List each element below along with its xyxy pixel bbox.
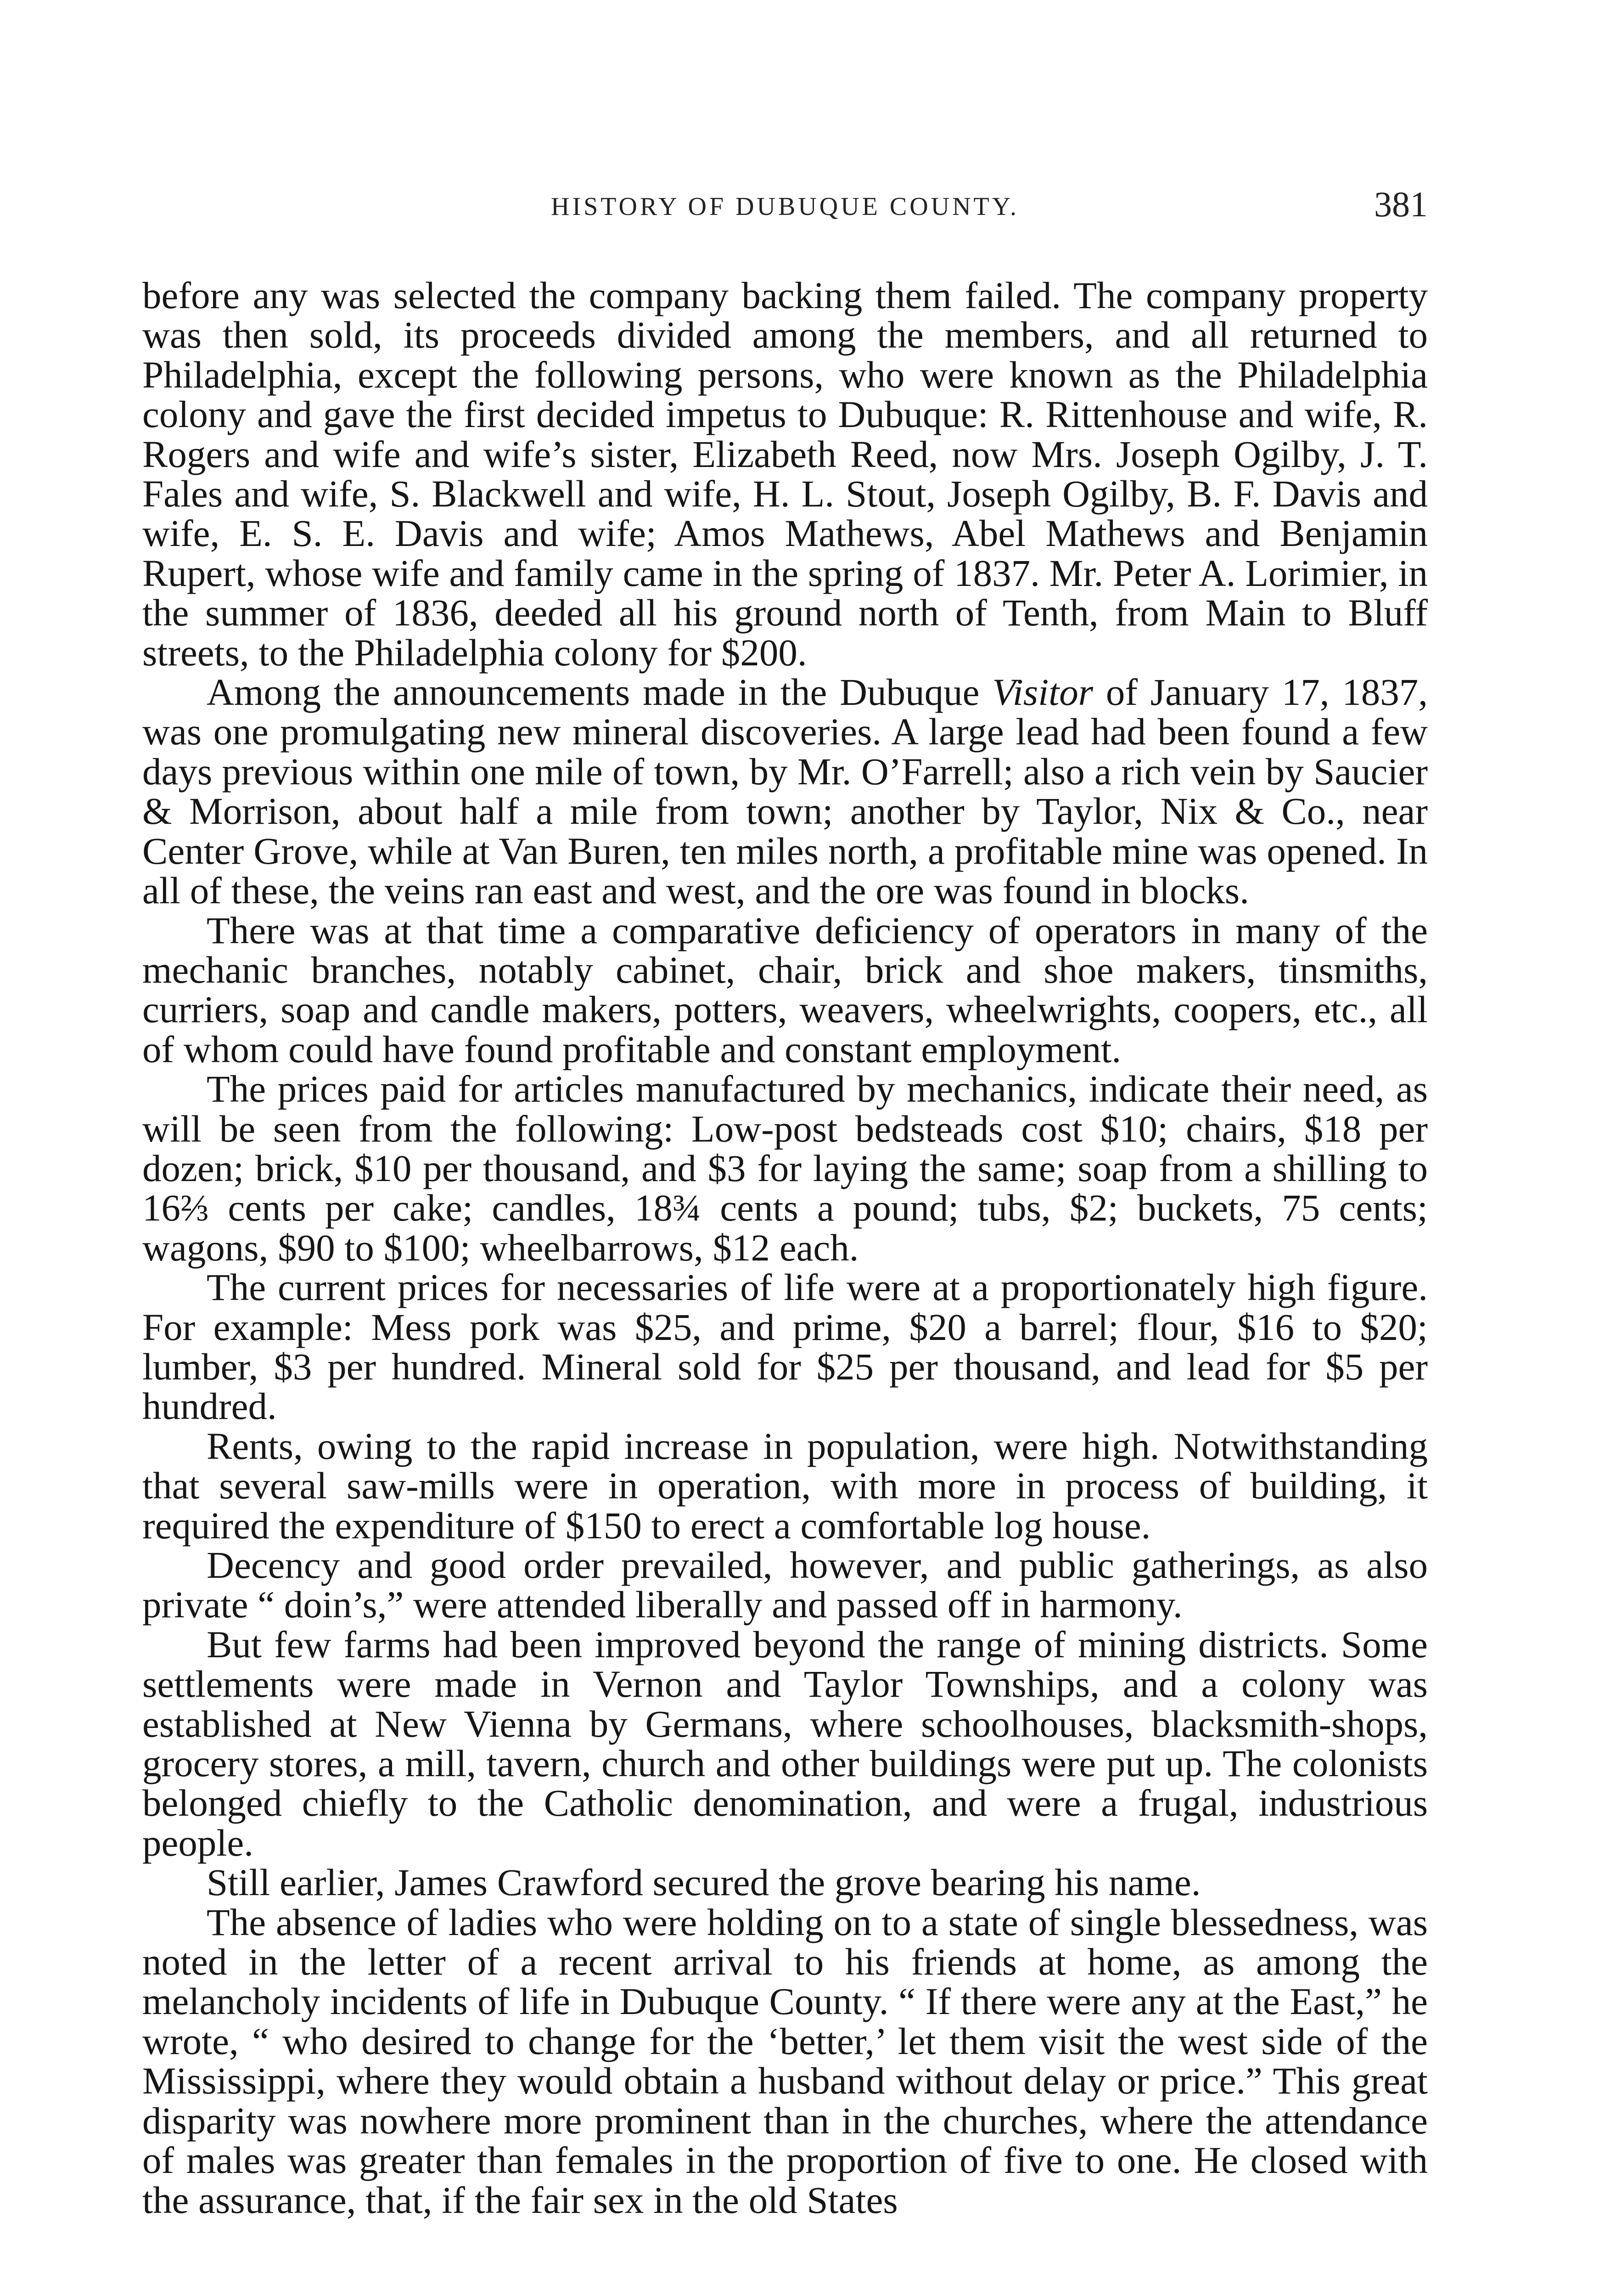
running-title: HISTORY OF DUBUQUE COUNTY. <box>551 192 1019 221</box>
book-page <box>142 184 1428 2220</box>
newspaper-title: Visitor <box>992 671 1094 714</box>
paragraph-absence-of-ladies: The absence of ladies who were holding on to a state of single blessedness, was noted in the letter of a recent arrival to his friends at home, as among the melancholy incidents of life in Dubuque County. “ If there were any at the East,” he wrote, “ who desired to change for the ‘better,’ let them visit the west side of the Mississippi, where they would obtain a husband without delay or price.” This great disparity was nowhere more prominent than in the churches, where the attendance of males was greater than females in the proportion of five to one. He closed with the assurance, that, if the fair sex in the old States <box>142 1901 1428 2221</box>
paragraph-crawford: Still earlier, James Crawford secured the grove bearing his name. <box>207 1861 1201 1904</box>
paragraph-text: Among the announcements made in the Dubuque <box>207 671 993 714</box>
paragraph-manufactured-prices: The prices paid for articles manufactured by mechanics, indicate their need, as will be seen from the following: Low-post bedsteads cost $10; chairs, $18 per dozen; brick, $10 per thousand, and $3 for laying the same; soap from a shilling to 16⅔ cents per cake; candles, 18¾ cents a pound; tubs, $2; buckets, 75 cents; wagons, $90 to $100; wheelbarrows, $12 each. <box>142 1068 1428 1269</box>
paragraph-philadelphia-colony: before any was selected the company backing them failed. The company property was then sold, its proceeds divided among the members, and all returned to Philadelphia, except the following persons, who were known as the Philadelphia colony and gave the first decided impetus to Dubuque: R. Rittenhouse and wife, R. Rogers and wife and wife’s sister, Elizabeth Reed, now Mrs. Joseph Ogilby, J. T. Fales and wife, S. Blackwell and wife, H. L. Stout, Joseph Ogilby, B. F. Davis and wife, E. S. E. Davis and wife; Amos Mathews, Abel Mathews and Benjamin Rupert, whose wife and family came in the spring of 1837. Mr. Peter A. Lorimier, in the summer of 1836, deeded all his ground north of Tenth, from Main to Bluff streets, to the Philadelphia colony for $200. <box>142 274 1428 674</box>
paragraph-text: of January 17, 1837, was one promulgating new mineral discoveries. A large lead had been found a few days previous within one mile of town, by Mr. O’Farrell; also a rich vein by Saucier & Morrison, about half a mile from town; another by Taylor, Nix & Co., near Center Grove, while at Van Buren, ten miles north, a profitable mine was opened. In all of these, the veins ran east and west, and the ore was found in blocks. <box>142 671 1428 912</box>
paragraph-mechanic-deficiency: There was at that time a comparative deficiency of operators in many of the mechanic branches, notably cabinet, chair, brick and shoe makers, tinsmiths, curriers, soap and candle makers, potters, weavers, wheelwrights, coopers, etc., all of whom could have found profitable and constant employment. <box>142 909 1428 1070</box>
page-number: 381 <box>1374 184 1428 224</box>
paragraph-mineral-discoveries <box>142 672 1428 910</box>
paragraph-farms: But few farms had been improved beyond the range of mining districts. Some settlements were made in Vernon and Taylor Townships, and a colony was established at New Vienna by Germans, where schoolhouses, blacksmith-shops, grocery stores, a mill, tavern, church and other buildings were put up. The colonists belonged chiefly to the Catholic denomination, and were a frugal, industrious people. <box>142 1623 1428 1864</box>
paragraph-rents: Rents, owing to the rapid increase in population, were high. Notwithstanding that several saw-mills were in operation, with more in process of building, it required the expenditure of $150 to erect a comfortable log house. <box>142 1424 1428 1547</box>
body-text <box>142 276 1428 2220</box>
running-head <box>142 184 1428 230</box>
paragraph-decency: Decency and good order prevailed, however, and public gatherings, as also private “ doin’s,” were attended liberally and passed off in harmony. <box>142 1544 1428 1626</box>
paragraph-current-prices: The current prices for necessaries of life were at a proportionately high figure. For example: Mess pork was $25, and prime, $20 a barrel; flour, $16 to $20; lumber, $3 per hundred. Mineral sold for $25 per thousand, and lead for $5 per hundred. <box>142 1266 1428 1428</box>
